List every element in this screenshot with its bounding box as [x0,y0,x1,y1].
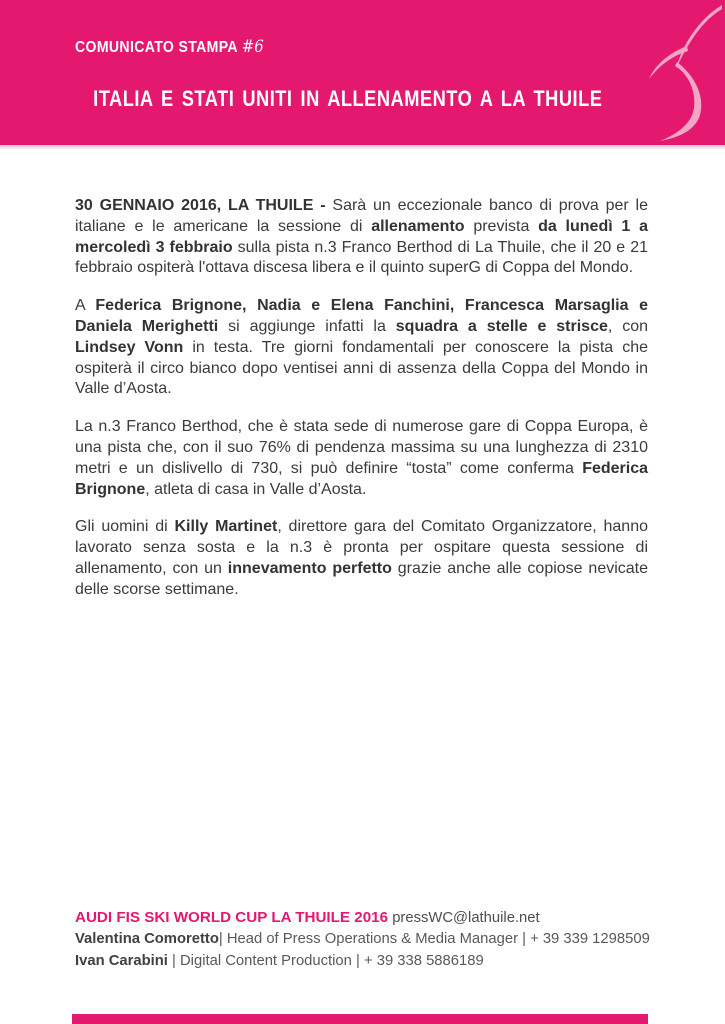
press-email: pressWC@lathuile.net [388,910,540,926]
kicker-number: #6 [241,37,264,57]
masthead [0,0,725,145]
document-body [75,196,648,618]
contact-name: Ivan Carabini [75,952,168,969]
contact-details: | Head of Press Operations & Media Manager | + 39 339 1298509 [218,931,650,948]
title-row [0,86,695,112]
lathuile-swirl-logo-icon [638,5,722,143]
paragraph-4: Gli uomini di Killy Martinet, direttore gara del Comitato Organizzatore, hanno lavorato senza sosta e la n.3 è pronta per ospitare questa sessione di allenamento, con un innevamento perfetto grazie anche alle copiose nevicate delle scorse settimane. [75,518,649,598]
footer-contacts [75,907,675,972]
paragraph-2: A Federica Brignone, Nadia e Elena Fanchini, Francesca Marsaglia e Daniela Merighetti si aggiunge infatti la squadra a stelle e strisce, con Lindsey Vonn in testa. Tre giorni fondamentali per conoscere la pista che ospiterà il circo bianco dopo ventisei anni di assenza della Coppa del Mondo in Valle d’Aosta. [75,297,649,398]
contact-name: Valentina Comoretto [75,931,219,948]
kicker-label: COMUNICATO STAMPA [75,39,242,56]
footer-contact-line [75,929,675,950]
footer-contact-line [75,951,675,972]
event-name: AUDI FIS SKI WORLD CUP LA THUILE 2016 [75,909,389,926]
bottom-accent-bar [72,1014,648,1024]
contact-details: | Digital Content Production | + 39 338 5886189 [167,952,484,969]
paragraph-3: La n.3 Franco Berthod, che è stata sede di numerose gare di Coppa Europa, è una pista che, con il suo 76% di pendenza massima su una lunghezza di 2310 metri e un dislivello di 730, si può definire “tosta” come conferma Federica Brignone, atleta di casa in Valle d’Aosta. [75,418,648,498]
swirl-shape [649,5,722,141]
kicker [75,37,264,57]
footer-event-line [75,907,675,929]
page-title: ITALIA E STATI UNITI IN ALLENAMENTO A LA THUILE [92,86,603,111]
paragraph-1: 30 GENNAIO 2016, LA THUILE - Sarà un eccezionale banco di prova per le italiane e le americane la sessione di allenamento prevista da lunedì 1 a mercoledì 3 febbraio sulla pista n.3 Franco Berthod di La Thuile, che il 20 e 21 febbraio ospiterà l'ottava discesa libera e il quinto superG di Coppa del Mondo. [75,197,649,277]
